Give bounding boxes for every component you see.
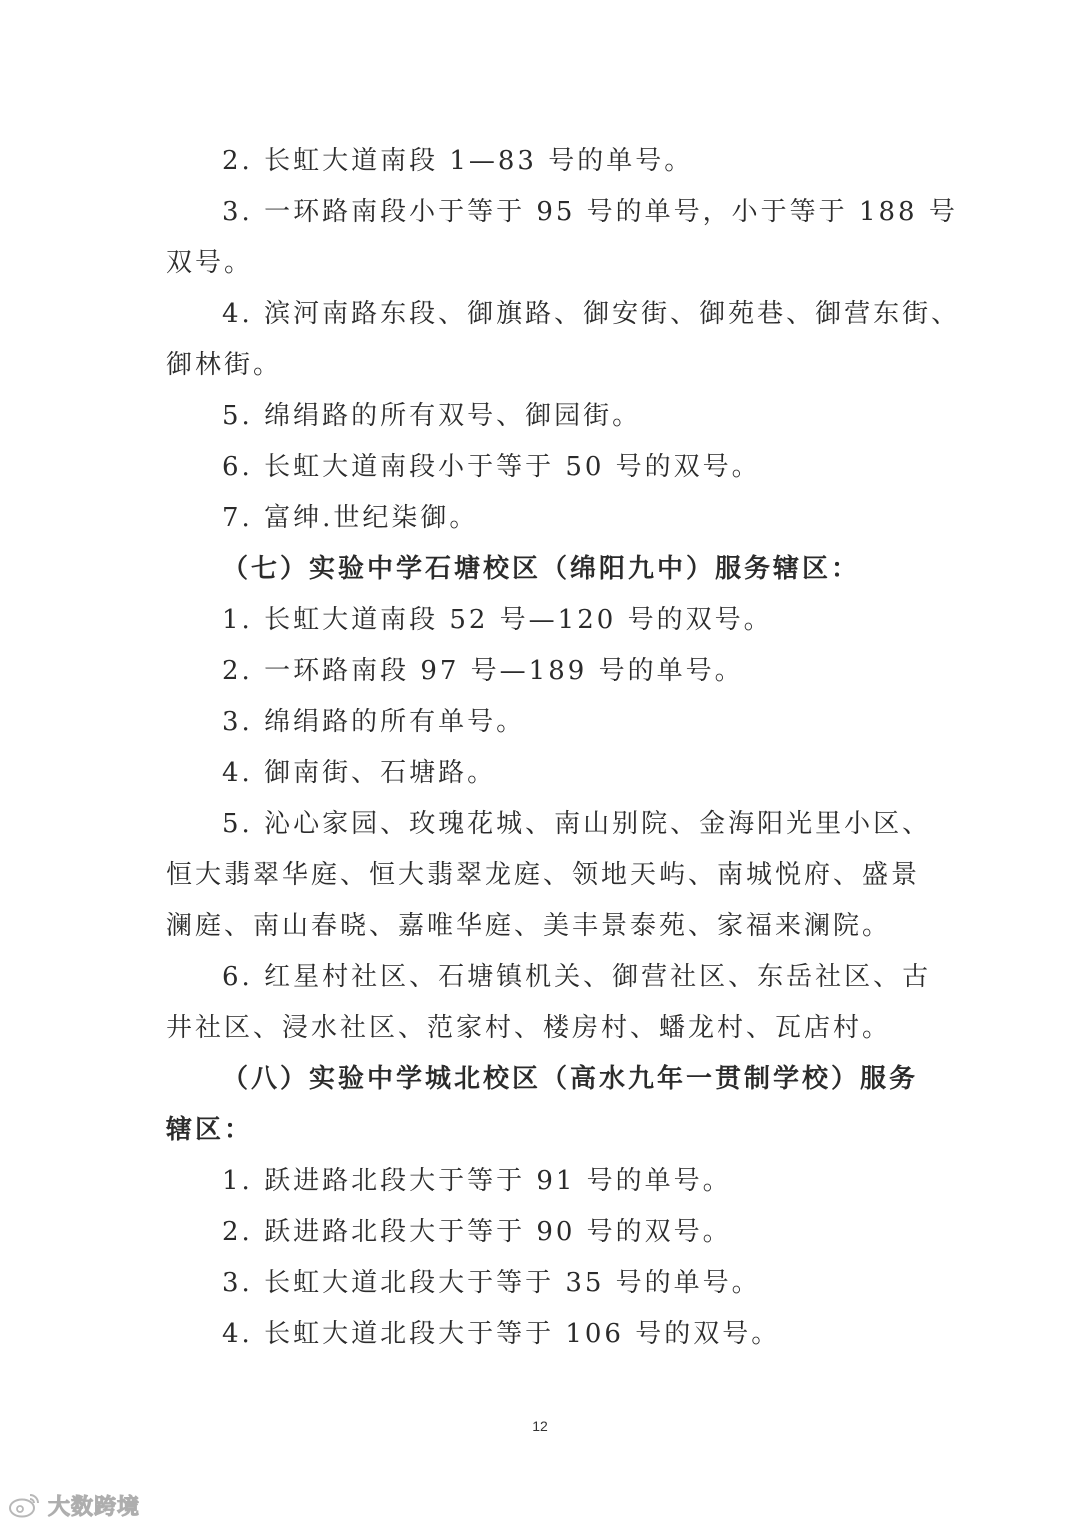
paragraph-line: 5. 沁心家园、玫瑰花城、南山别院、金海阳光里小区、: [222, 809, 932, 839]
paragraph-line: 3. 一环路南段小于等于 95 号的单号，小于等于 188 号: [222, 197, 958, 227]
weibo-logo-icon: [8, 1491, 42, 1519]
paragraph-line: 2. 一环路南段 97 号—189 号的单号。: [222, 656, 744, 686]
document-body: [166, 136, 961, 1360]
paragraph-line: 6. 红星村社区、石塘镇机关、御营社区、东岳社区、古: [222, 962, 932, 992]
watermark-text: 大数跨境: [48, 1494, 141, 1520]
paragraph-line: 7. 富绅.世纪柒御。: [222, 503, 479, 533]
paragraph-line: 澜庭、南山春晓、嘉唯华庭、美丰景泰苑、家福来澜院。: [166, 911, 892, 941]
page-number: 12: [532, 1418, 548, 1434]
paragraph-line: 双号。: [166, 248, 254, 278]
section-heading-line: （七）实验中学石塘校区（绵阳九中）服务辖区：: [222, 554, 861, 584]
paragraph-line: 恒大翡翠华庭、恒大翡翠龙庭、领地天屿、南城悦府、盛景: [166, 860, 921, 890]
section-heading-line: （八）实验中学城北校区（高水九年一贯制学校）服务: [222, 1064, 919, 1094]
paragraph-line: 6. 长虹大道南段小于等于 50 号的双号。: [222, 452, 761, 482]
section-heading-line: 辖区：: [166, 1115, 254, 1145]
paragraph-line: 4. 滨河南路东段、御旗路、御安街、御苑巷、御营东街、: [222, 299, 961, 329]
paragraph-line: 3. 长虹大道北段大于等于 35 号的单号。: [222, 1268, 761, 1298]
paragraph-line: 井社区、浸水社区、范家村、楼房村、蟠龙村、瓦店村。: [166, 1013, 892, 1043]
paragraph-line: 2. 长虹大道南段 1—83 号的单号。: [222, 146, 694, 176]
paragraph-line: 4. 御南街、石塘路。: [222, 758, 497, 788]
watermark: [8, 1490, 140, 1520]
paragraph-line: 2. 跃进路北段大于等于 90 号的双号。: [222, 1217, 732, 1247]
paragraph-line: 1. 跃进路北段大于等于 91 号的单号。: [222, 1166, 732, 1196]
paragraph-line: 御林街。: [166, 350, 283, 380]
paragraph-line: 5. 绵绢路的所有双号、御园街。: [222, 401, 642, 431]
paragraph-line: 3. 绵绢路的所有单号。: [222, 707, 526, 737]
paragraph-line: 4. 长虹大道北段大于等于 106 号的双号。: [222, 1319, 781, 1349]
paragraph-line: 1. 长虹大道南段 52 号—120 号的双号。: [222, 605, 773, 635]
